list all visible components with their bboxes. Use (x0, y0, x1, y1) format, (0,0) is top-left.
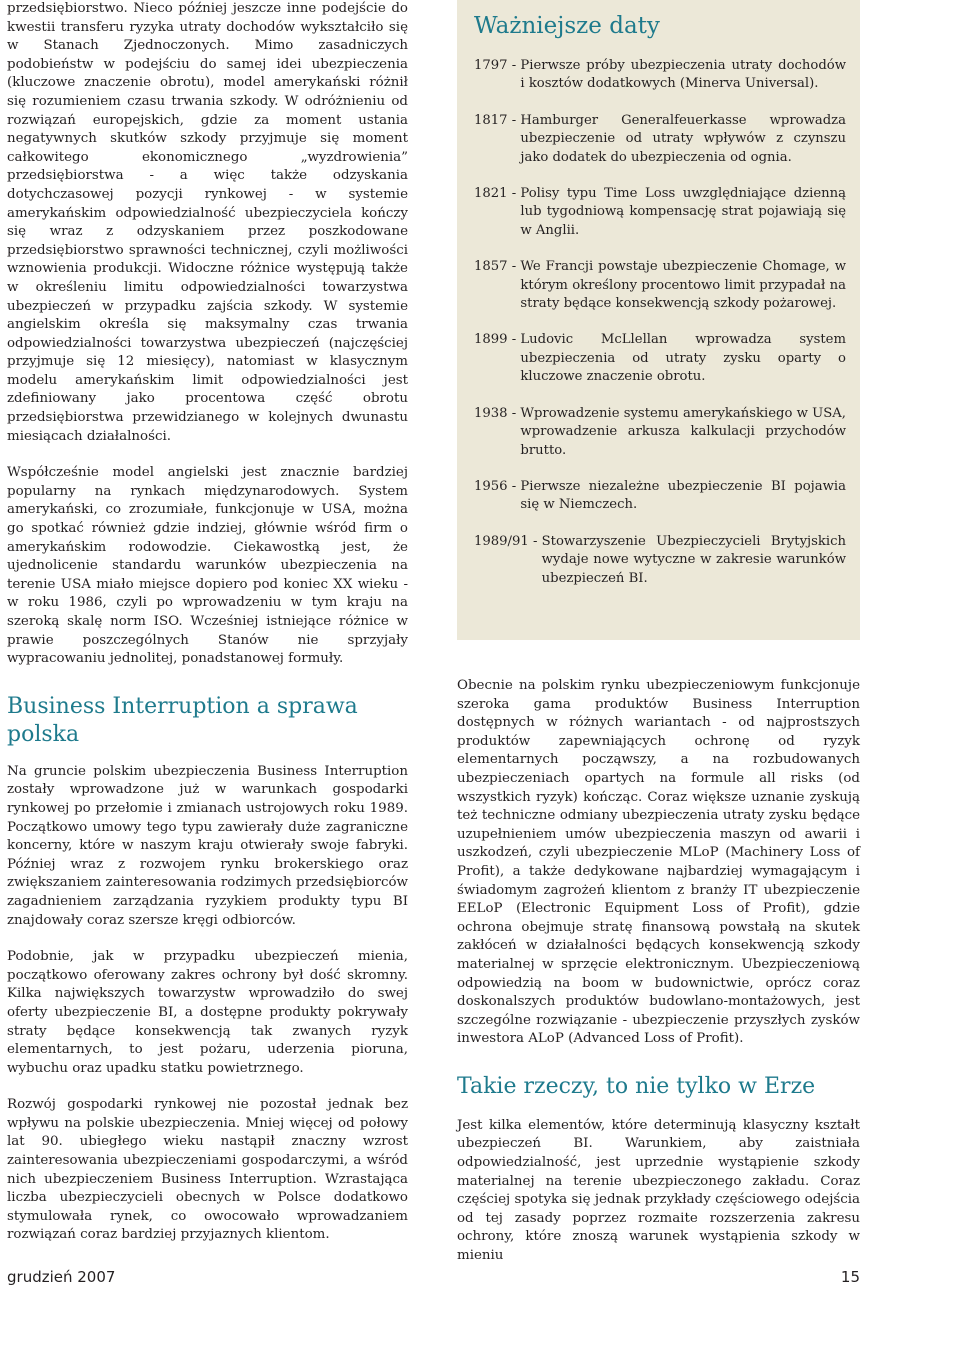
date-item (474, 533, 846, 588)
date-description: We Francji powstaje ubezpieczenie Chomage, w którym określony procentowo limit przypadał na straty będące konsekwencją szkody pożarowej. (520, 259, 846, 312)
date-year: 1821 (474, 186, 508, 202)
date-separator: - (507, 112, 521, 128)
date-year: 1857 (474, 259, 508, 275)
date-description: Pierwsze niezależne ubezpieczenie BI pojawia się w Niemczech. (520, 478, 846, 513)
important-dates-list (474, 57, 846, 588)
left-paragraph-5: Rozwój gospodarki rynkowej nie pozostał jednak bez wpływu na polskie ubezpieczenia. Mniej więcej od połowy lat 90. ubiegłego wieku nastąpił znaczny wzrost zainteresowania ubezpieczeniami gospodarczymi, a wśród nich ubezpieczeniem Business Interruption. Wzrastająca liczba ubezpieczycieli obecnych w Polsce dodatkowo stymulowała rynek, co owocowało wprowadzaniem rozwiązań coraz bardziej przyjaznych klientom. (7, 1097, 408, 1243)
left-column (7, 0, 408, 1245)
date-separator: - (507, 405, 521, 421)
section-heading-bi-polska: Business Interruption a sprawa polska (7, 693, 358, 747)
date-year: 1817 (474, 112, 508, 128)
date-description: Ludovic McLlellan wprowadza system ubezpieczenia od utraty zysku oparty o kluczowe znaczenie obrotu. (520, 332, 846, 385)
important-dates-title: Ważniejsze daty (474, 13, 660, 39)
right-paragraph-1: Obecnie na polskim rynku ubezpieczeniowym funkcjonuje szeroka gama produktów Business Interruption dostępnych w różnych wariantach - od najprostszych produktów zapewniających ochronę od ryzyk elementarnych począwszy, a na rozbudowanych ubezpieczeniach opartych na formule all risks (od wszystkich ryzyk) kończąc. Coraz większe uznanie zyskują też techniczne odmiany ubezpieczenia utraty zysku będące uzupełnieniem umów ubezpieczenia maszyn od awarii i uszkodzeń, czyli ubezpieczenie MLoP (Machinery Loss of Profit), a także dedykowane najbardziej wymagającym i świadomym zagrożeń klientom z branży IT ubezpieczenie EELoP (Electronic Equipment Loss of Profit), gdzie ochrona obejmuje stratę finansową powstałą na skutek zakłóceń w działalności będących konsekwencją szkody materialnej w sprzęcie elektronicznym. Ubezpieczeniową odpowiedzią na boom w budownictwie, oprócz coraz doskonalszych produktów budowlano-montażowych, jest szczególne rozwiązanie - ubezpieczenie przyszłych zysków inwestora ALoP (Advanced Loss of Profit). (457, 678, 860, 1047)
date-separator: - (507, 58, 521, 73)
date-year: 1899 (474, 332, 508, 348)
date-description: Pierwsze próby ubezpieczenia utraty dochodów i kosztów dodatkowych (Minerva Universal). (520, 58, 846, 92)
date-item (474, 258, 846, 313)
date-year: 1938 (474, 405, 508, 421)
right-column (457, 677, 860, 1266)
date-item (474, 57, 846, 94)
date-item (474, 478, 846, 515)
important-dates-box (457, 0, 860, 640)
date-item (474, 112, 846, 167)
date-item (474, 405, 846, 460)
date-separator: - (507, 186, 521, 202)
right-paragraph-2: Jest kilka elementów, które determinują klasyczny kształt ubezpieczeń BI. Warunkiem, aby zaistniała odpowiedzialność, jest uprzednie wystąpienie szkody materialnej na terenie ubezpieczonego zakładu. Coraz częściej spotyka się jednak przykłady częściowego odejścia od tej zasady poprzez rozmaite rozszerzenia zakresu ochrony, które znoszą warunek wystąpienia szkody w mieniu (457, 1117, 860, 1264)
page-number: 15 (840, 1268, 860, 1286)
date-item (474, 331, 846, 386)
date-separator: - (507, 259, 521, 275)
left-paragraph-2: Współcześnie model angielski jest znacznie bardziej popularny na rynkach międzynarodowych. System amerykański, co zrozumiałe, funkcjonuje w USA, można go spotkać również gdzie indziej, głównie wśród firm o amerykańskim rodowodzie. Ciekawostką jest, że ujednolicenie standardu warunków ubezpieczenia na terenie USA miało miejsce dopiero pod koniec XX wieku - w roku 1986, czyli po wprowadzeniu w tym kraju na szeroką skalę norm ISO. Wcześniej istniejące różnice w prawie poszczególnych Stanów nie sprzyjały wypracowaniu jednolitej, ponadstanowej formuły. (7, 465, 408, 667)
date-item (474, 185, 846, 240)
date-separator: - (528, 533, 542, 549)
date-year: 1956 (474, 478, 508, 494)
left-paragraph-3: Na gruncie polskim ubezpieczenia Business Interruption zostały wprowadzone już w warunkach gospodarki rynkowej po przełomie i zmianach ustrojowych roku 1989. Początkowo umowy tego typu zawierały duże zagraniczne koncerny, które w naszym kraju otwierały swoje fabryki. Później wraz z rozwojem rynku brokerskiego oraz zwiększaniem zainteresowania rodzimych przedsiębiorców zagadnieniem zarządzania ryzykiem produkty typu BI znajdowały coraz szersze kręgi odbiorców. (7, 763, 408, 928)
section-heading-era: Takie rzeczy, to nie tylko w Erze (457, 1073, 816, 1099)
left-paragraph-4: Podobnie, jak w przypadku ubezpieczeń mienia, początkowo oferowany zakres ochrony był dość skromny. Kilka największych towarzystw wprowadziło do swej oferty ubezpieczenie BI, a dostępne produkty pokrywały straty będące konsekwencją tak zwanych ryzyk elementarnych, to jest pożaru, uderzenia pioruna, wybuchu oraz upadku statku powietrznego. (7, 949, 408, 1076)
date-separator: - (507, 332, 521, 348)
date-separator: - (507, 478, 521, 494)
footer-date: grudzień 2007 (7, 1268, 116, 1286)
date-description: Wprowadzenie systemu amerykańskiego w USA, wprowadzenie arkusza kalkulacji przychodów brutto. (520, 405, 846, 458)
date-description: Polisy typu Time Loss uwzględniające dzienną lub tygodniową kompensację strat pojawiają się w Anglii. (520, 186, 846, 238)
date-description: Hamburger Generalfeuerkasse wprowadza ubezpieczenie od utraty wpływów z czynszu jako dodatek do ubezpieczenia od ognia. (520, 112, 846, 165)
date-year: 1797 (474, 58, 508, 73)
date-description: Stowarzyszenie Ubezpieczycieli Brytyjskich wydaje nowe wytyczne w zakresie warunków ubezpieczeń BI. (541, 533, 846, 586)
date-year: 1989/91 (474, 533, 529, 549)
left-paragraph-1: przedsiębiorstwo. Nieco później jeszcze inne podejście do kwestii transferu ryzyka utraty dochodów wykształciło się w Stanach Zjednoczonych. Mimo zasadniczych podobieństw w podejściu do samej idei ubezpieczenia (kluczowe znaczenie obrotu), model amerykański różnił się rozumieniem czasu trwania szkody. W odróżnieniu od rozwiązań europejskich, gdzie za moment ustania negatywnych skutków szkody przyjmuje się moment całkowitego ekonomicznego „wyzdrowienia” przedsiębiorstwa - a więc także odzyskania dotychczasowej pozycji rynkowej - w systemie amerykańskim odpowiedzialność ubezpieczyciela kończy się wraz z odzyskaniem przez poszkodowane przedsiębiorstwo sprawności technicznej, czyli możliwości wznowienia produkcji. Widoczne różnice występują także w określeniu limitu odpowiedzialności towarzystwa ubezpieczeń w przypadku zajścia szkody. W systemie angielskim określa się maksymalny czas trwania odpowiedzialności towarzystwa ubezpieczeń (najczęściej przyjmuje się 12 miesięcy), natomiast w klasycznym modelu amerykańskim limit odpowiedzialności jest zdefiniowany jako procentowa część obrotu przedsiębiorstwa przewidzianego w kolejnych dwunastu miesiącach działalności. (7, 1, 408, 444)
